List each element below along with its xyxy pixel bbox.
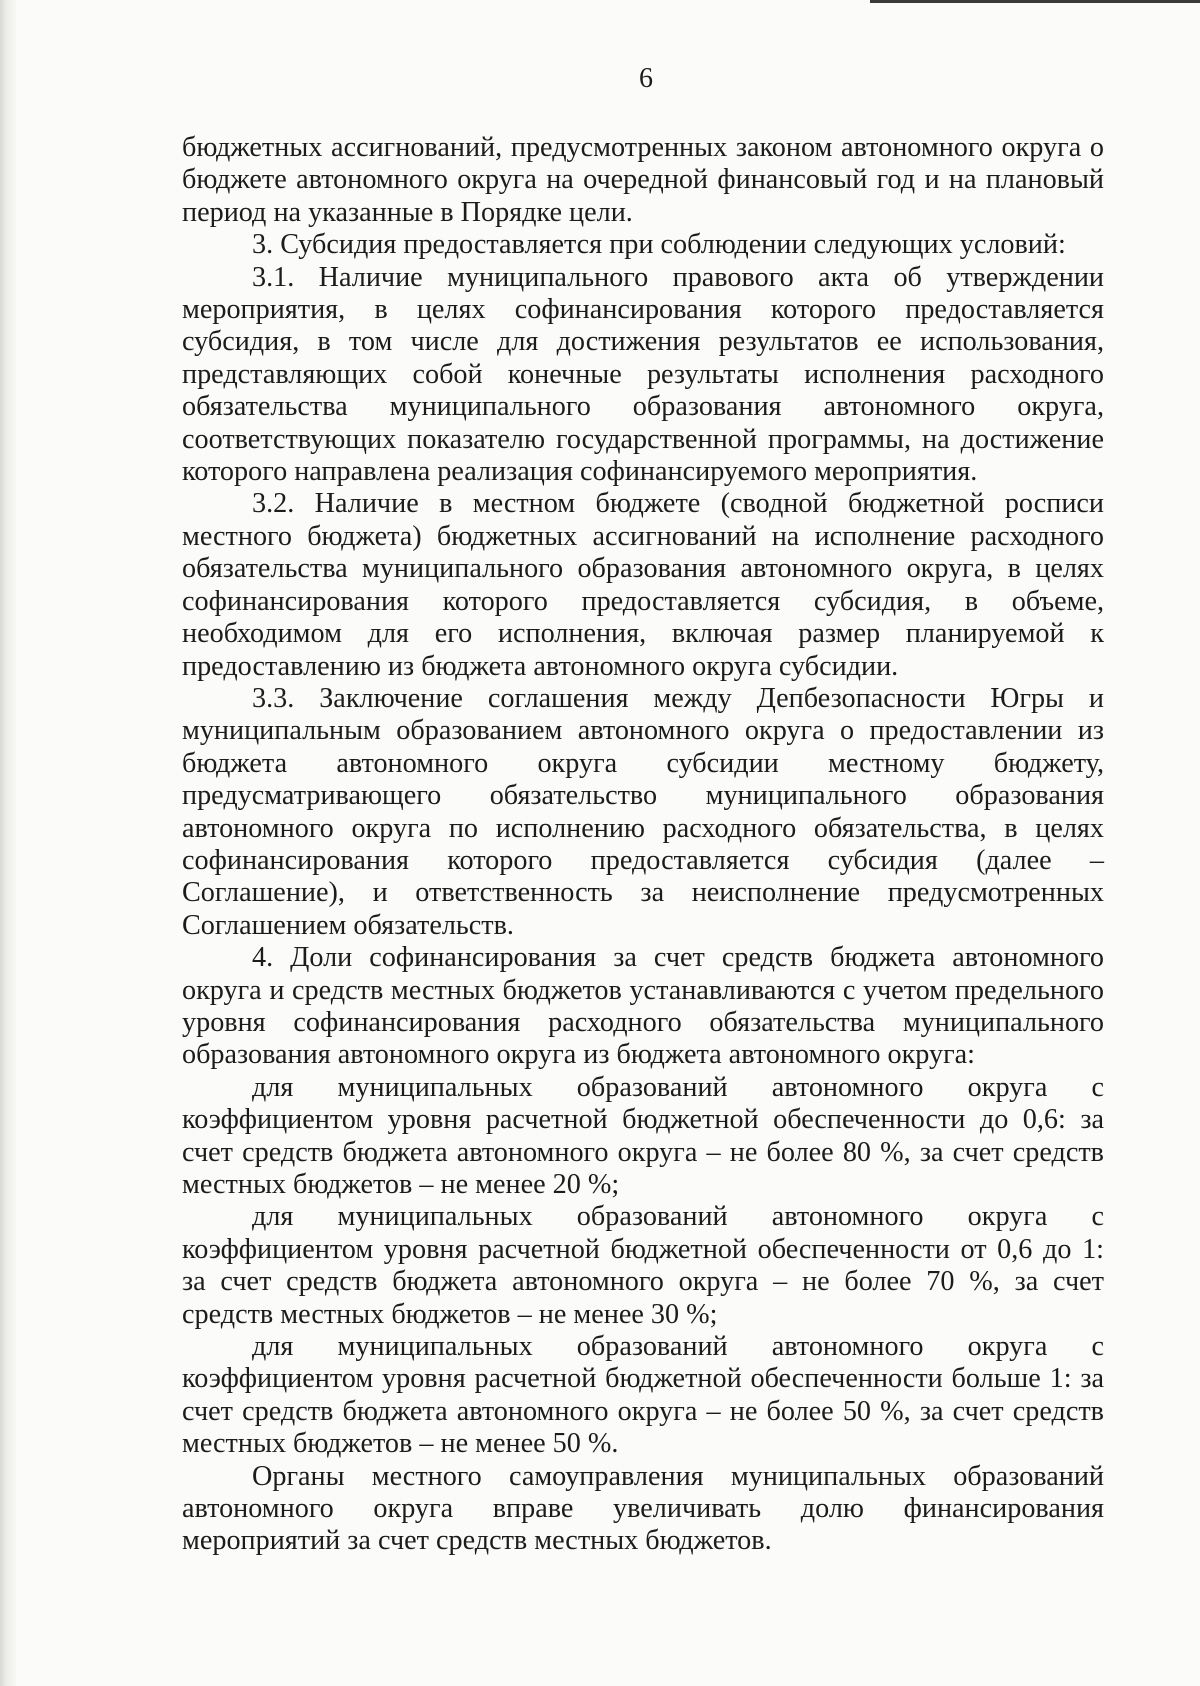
paragraph-local-government: Органы местного самоуправления муниципальных образований автономного округа вправе увеличивать долю финансирования мероприятий за счет средств местных бюджетов. — [182, 1460, 1104, 1557]
scan-edge-shadow — [0, 0, 16, 1686]
top-edge-line — [870, 0, 1200, 3]
paragraph-clause-3: 3. Субсидия предоставляется при соблюдении следующих условий: — [252, 229, 1066, 261]
document-body — [182, 132, 1104, 1558]
paragraph-clause-3-3: 3.3. Заключение соглашения между Депбезопасности Югры и муниципальным образованием автономного округа о предоставлении из бюджета автономного округа субсидии местному бюджету, предусматривающего обязательство муниципального образования автономного округа по исполнению расходного обязательства, в целях софинансирования которого предоставляется субсидия (далее – Соглашение), и ответственность за неисполнение предусмотренных Соглашением обязательств. — [182, 682, 1104, 941]
page-number: 6 — [639, 63, 653, 94]
paragraph-share-0-6-to-1: для муниципальных образований автономного округа с коэффициентом уровня расчетной бюджетной обеспеченности от 0,6 до 1: за счет средств бюджета автономного округа – не более 70 %, за счет средств местных бюджетов – не менее 30 %; — [182, 1201, 1104, 1330]
paragraph-share-above-1: для муниципальных образований автономного округа с коэффициентом уровня расчетной бюджетной обеспеченности больше 1: за счет средств бюджета автономного округа – не более 50 %, за счет средств местных бюджетов – не менее 50 %. — [182, 1331, 1104, 1460]
paragraph-clause-3-2: 3.2. Наличие в местном бюджете (сводной бюджетной росписи местного бюджета) бюджетных ассигнований на исполнение расходного обязательства муниципального образования автономного округа, в целях софинансирования которого предоставляется субсидия, в объеме, необходимом для его исполнения, включая размер планируемой к предоставлению из бюджета автономного округа субсидии. — [182, 488, 1104, 682]
paragraph-clause-3-1: 3.1. Наличие муниципального правового акта об утверждении мероприятия, в целях софинансирования которого предоставляется субсидия, в том числе для достижения результатов ее использования, представляющих собой конечные результаты исполнения расходного обязательства муниципального образования автономного округа, соответствующих показателю государственной программы, на достижение которого направлена реализация софинансируемого мероприятия. — [182, 261, 1104, 488]
paragraph-share-up-to-0-6: для муниципальных образований автономного округа с коэффициентом уровня расчетной бюджетной обеспеченности до 0,6: за счет средств бюджета автономного округа – не более 80 %, за счет средств местных бюджетов – не менее 20 %; — [182, 1071, 1104, 1200]
paragraph-clause-4: 4. Доли софинансирования за счет средств бюджета автономного округа и средств местных бюджетов устанавливаются с учетом предельного уровня софинансирования расходного обязательства муниципального образования автономного округа из бюджета автономного округа: — [182, 942, 1104, 1071]
paragraph-continuation: бюджетных ассигнований, предусмотренных законом автономного округа о бюджете автономного округа на очередной финансовый год и на плановый период на указанные в Порядке цели. — [182, 132, 1104, 228]
